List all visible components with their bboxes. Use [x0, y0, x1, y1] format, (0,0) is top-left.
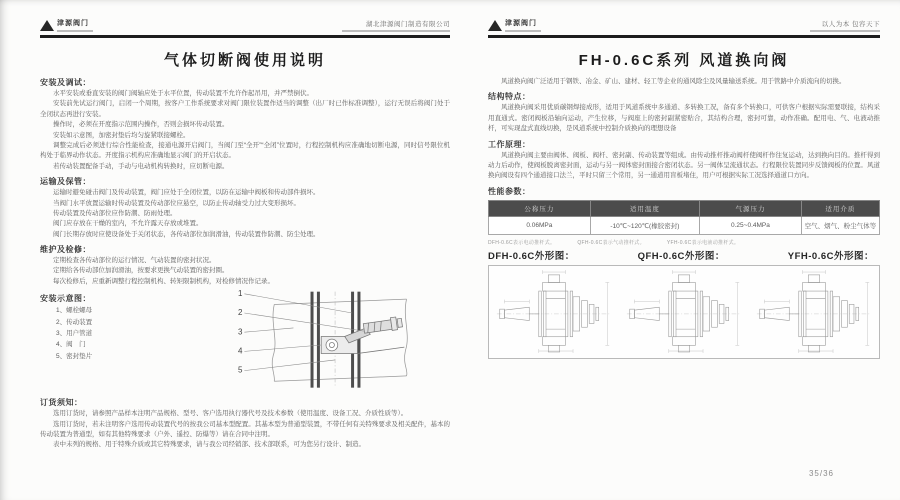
- section-principle: [488, 139, 880, 182]
- yfh-outline-drawing: [755, 270, 873, 354]
- model-note: QFH-0.6C表示气动推杆式。: [577, 239, 645, 246]
- paragraph: 当阀门水平放置运输时传动装置及传动部位应悬空，以防止传动轴受力过大变形损坏。: [53, 199, 300, 207]
- outline-heading-yfh: YFH-0.6C外形图：: [787, 250, 874, 262]
- callout-numbers: [238, 289, 243, 375]
- paragraph: 定期给各传动部位加润滑油，按要求更换气动装置的密封圈。: [53, 267, 229, 275]
- column-header: 适用温度: [590, 200, 699, 216]
- company-english-smudge: [342, 30, 450, 32]
- model-note: DFH-0.6C表示电动推杆式。: [488, 239, 556, 246]
- company-slogan: 以人为本 包容天下: [821, 21, 880, 28]
- section-heading: 性能参数：: [488, 186, 531, 196]
- paragraph: 水平安装或垂直安装的阀门阀轴应处于水平位置，传动装置不允许作起吊用，并严禁倒伏。: [53, 90, 313, 97]
- section-heading: 工作原理：: [488, 139, 531, 149]
- page-number: 35/36: [808, 469, 834, 478]
- section-heading: 结构特点：: [488, 92, 531, 102]
- table-cell: -10℃~120℃(橡胶密封): [590, 216, 699, 234]
- logo-text-block: [505, 18, 541, 32]
- paragraph: 阀门长期存放时应使设备处于关闭状态，各传动部位加润滑油，传动装置作防潮、防尘处理。: [53, 230, 320, 238]
- section-heading: 运输及保管：: [40, 177, 91, 187]
- legend-item: 4、阀 门: [56, 341, 86, 349]
- callout-2: 2: [238, 308, 243, 318]
- header-right-block: [342, 19, 450, 32]
- outline-headings-row: [488, 248, 880, 262]
- section-heading: 安装及调试：: [40, 78, 91, 87]
- column-header: 气源压力: [700, 200, 802, 216]
- leader-lines: [244, 294, 363, 371]
- callout-3: 3: [238, 327, 243, 337]
- installation-diagram: [218, 281, 450, 393]
- header-right-block: [810, 19, 880, 32]
- paragraph: 表中未列的规格、用于特殊介质或其它特殊要求，请与我公司经销部、技术部联系，可为您另行设计、制造。: [53, 441, 365, 449]
- paragraph: 选用订货时，若未注明客户选用传动装置代号的按我公司基本型配置。其基本型为普通型装置，不带任何有关特殊要求及相关配件，基本的传动装置为普通型，如有其他特殊要求（户外、遥控、防爆等）请在合同中注明。: [40, 420, 450, 439]
- logo-text: 津源阀门: [57, 20, 89, 27]
- section-body: 风道换向阀主要由阀体、阀板、阀杆、密封副、传动装置等组成。由传动推杆推动阀杆使阀杆作往复运动，达到换向目的。推杆得到动力后动作，使阀板脱离密封面，运动与另一阀体密封面接合密闭状态。另一阀体呈流通状态。行程限位装置同步反馈阀板的位置。风道换向阀设有四个通道接口法兰，平时只留三个常用，另一通道用盲板堵住，用户可根据实际工况选择通道口方向。: [488, 151, 880, 180]
- section-heading: 订货须知：: [40, 398, 83, 408]
- table-cell: 空气、烟气、粉尘气体等: [801, 216, 879, 234]
- table-row: [489, 216, 880, 234]
- paragraph: 调整完成后必须进行综合性能检查，接通电源开启阀门，当阀门至“全开”“全闭”位置时，行程控制机构应准确地切断电源，同时信号限位机构处于临界动作状态。开度指示机构应准确地显示阀门的开启状态。: [40, 141, 450, 160]
- section-body: [40, 188, 450, 240]
- table-cell: 0.06MPa: [489, 216, 591, 234]
- brand-logo: [488, 18, 541, 32]
- qfh-outline-drawing: [625, 270, 743, 354]
- section-transport: [40, 176, 450, 240]
- paragraph: 传动装置及传动部位应作防潮、防雨处理。: [53, 209, 177, 217]
- callout-4: 4: [238, 346, 243, 356]
- legend-item: 2、传动装置: [56, 318, 93, 326]
- mountain-logo-icon: [488, 20, 502, 31]
- paragraph: 选用订货时，请参照产品样本注明产品规格、型号、客户选用执行器代号及技术参数（使用温度、设备工况、介质性质等）。: [53, 410, 408, 418]
- callout-1: 1: [238, 289, 243, 299]
- logo-english-smudge: [57, 30, 93, 32]
- outline-heading-dfh: DFH-0.6C外形图：: [488, 250, 575, 262]
- company-name: 湖北津源阀门制造有限公司: [366, 21, 450, 28]
- mountain-logo-icon: [40, 20, 54, 31]
- schematic-legend: [40, 305, 220, 362]
- legend-item: 3、用户管道: [56, 330, 93, 337]
- callout-5: 5: [238, 365, 243, 375]
- installation-schematic-section: [40, 289, 450, 393]
- paragraph: 每次检修后，应重新调整行程控制机构、转矩限制机构，对检修情况作记录。: [53, 277, 274, 285]
- left-page: [40, 8, 450, 494]
- legend-item: 1、螺栓螺母: [56, 307, 93, 315]
- outline-heading-qfh: QFH-0.6C外形图：: [637, 250, 725, 262]
- column-header: 适用介质: [801, 200, 879, 216]
- left-page-header: [40, 8, 450, 38]
- outline-drawings-box: [488, 265, 880, 359]
- schematic-legend-block: [40, 289, 220, 362]
- performance-table: [488, 200, 880, 235]
- model-note: YFH-0.6C表示电液动推杆式。: [666, 239, 740, 246]
- section-install: [40, 77, 450, 172]
- section-body: [40, 89, 450, 172]
- paragraph: 若传动装置配备手动，手动与电动机构转换时，应切断电源。: [53, 162, 229, 170]
- right-page: [488, 8, 880, 494]
- logo-text: 津源阀门: [505, 20, 537, 27]
- model-notes: [488, 239, 880, 246]
- section-parameters: [488, 186, 880, 235]
- section-features: [488, 91, 880, 134]
- section-ordering: [40, 397, 450, 451]
- series-intro: 风道换向阀广泛适用于钢铁、冶金、矿山、建材、轻工等企业的通风除尘及风量输送系统。用于管路中介质流向的切换。: [501, 78, 846, 85]
- dfh-outline-drawing: [495, 270, 613, 354]
- section-heading: 维护及检修：: [40, 245, 91, 255]
- paragraph: 定期检查各传动部位的运行情况、气动装置的密封状况。: [53, 257, 216, 265]
- right-page-header: [488, 8, 880, 38]
- section-heading: 安装示意图：: [40, 294, 91, 304]
- logo-text-block: [57, 18, 93, 32]
- paragraph: 运输时避免碰击阀门及传动装置，阀门应处于全闭位置，以防在运输中阀板和传动部件损坏。: [53, 189, 320, 197]
- section-body: 风道换向阀采用优质碳钢焊接成形，适用于风道系统中多通道、多转换工况，备有多个转换口，可供客户根据实际需要联接，结构采用直通式。密闭阀板沿轴向运动，产生位移，与阀座上的密封副紧密贴合，其结构合理，密封可靠，动作准确。配用电、气、电液动推杆，可实现盘式直线切换，是风道系统中控制介质换向的理想设备: [488, 104, 880, 133]
- table-header-row: [489, 200, 880, 216]
- left-page-title: 气体切断阀使用说明: [163, 52, 326, 69]
- logo-english-smudge: [505, 30, 541, 32]
- legend-item: 5、密封垫片: [56, 352, 93, 360]
- paragraph: 安装如示意图，加密封垫后均匀旋紧联接螺栓。: [53, 131, 190, 139]
- slogan-english-smudge: [810, 30, 880, 32]
- brand-logo: [40, 18, 93, 32]
- paragraph: 阀门应存放在干燥的室内，不允许露天存放或堆置。: [53, 220, 203, 228]
- paragraph: 操作时，必须在开度指示范围内操作，否则会损坏传动装置。: [53, 121, 229, 129]
- section-body: [40, 409, 450, 451]
- column-header: 公称压力: [489, 200, 591, 216]
- valve-assembly: [321, 317, 404, 354]
- table-cell: 0.25~0.4MPa: [700, 216, 802, 234]
- paragraph: 安装前先试运行阀门，启闭一个周期，按客户工作系统要求对阀门限位装置作适当的调整（出厂时已作标准调整），运行无误后将阀门处于全闭状态再进行安装。: [40, 100, 450, 118]
- right-page-title: FH-0.6C系列 风道换向阀: [578, 52, 790, 69]
